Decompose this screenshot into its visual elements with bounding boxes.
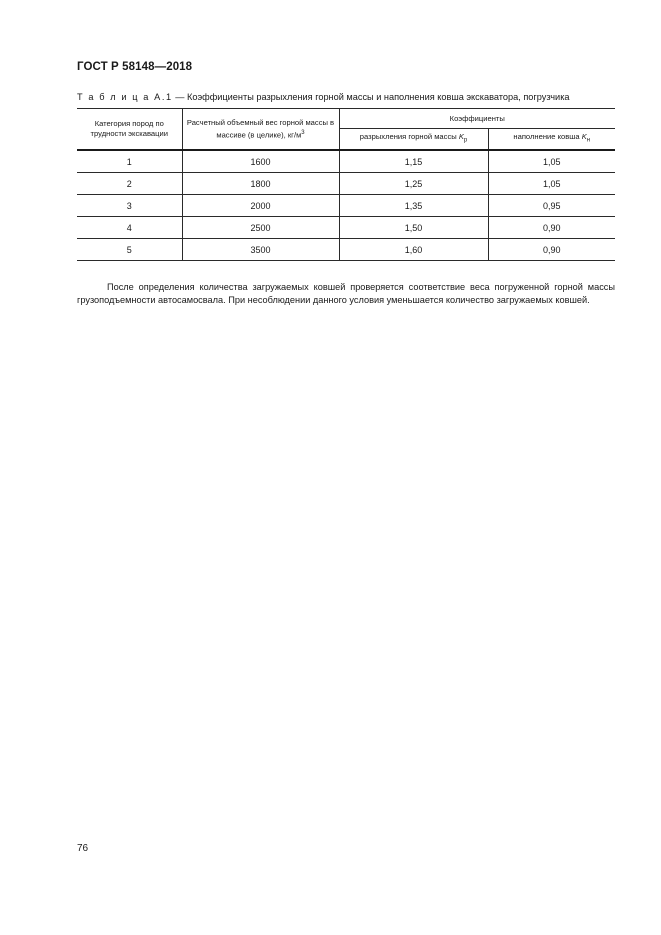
column-header-volume-weight	[182, 109, 339, 151]
cell-bucket-fill: 1,05	[488, 173, 615, 195]
cell-bucket-fill: 1,05	[488, 150, 615, 173]
column-header-bucket-fill-text: наполнение ковша	[513, 132, 582, 142]
cell-loosening: 1,15	[339, 150, 488, 173]
bucket-fill-symbol: K	[581, 132, 587, 142]
table-caption	[77, 92, 570, 102]
cell-category: 3	[77, 195, 182, 217]
cell-bucket-fill: 0,90	[488, 239, 615, 261]
table-caption-text: — Коэффициенты разрыхления горной массы и наполнения ковша экскаватора, погрузчика	[172, 92, 570, 102]
coefficients-table	[77, 108, 615, 261]
cell-volume-weight: 2500	[182, 217, 339, 239]
document-header: ГОСТ Р 58148—2018	[77, 61, 193, 73]
loosening-subscript: р	[463, 137, 468, 144]
table-row	[77, 239, 615, 261]
cell-volume-weight: 2000	[182, 195, 339, 217]
cell-loosening: 1,60	[339, 239, 488, 261]
cell-category: 4	[77, 217, 182, 239]
cell-category: 2	[77, 173, 182, 195]
table-caption-label: Т а б л и ц а А.1	[77, 92, 173, 102]
cell-volume-weight: 1600	[182, 150, 339, 173]
cell-bucket-fill: 0,90	[488, 217, 615, 239]
cell-category: 5	[77, 239, 182, 261]
body-paragraph: После определения количества загружаемых ковшей проверяется соответствие веса погруженной горной массы грузоподъемности автосамосвала. При несоблюдении данного условия уменьшается количество загружаемых ковшей.	[77, 282, 615, 306]
cell-volume-weight: 3500	[182, 239, 339, 261]
column-header-volume-weight-text: Расчетный объемный вес горной массы в массиве (в целике), кг/м	[186, 117, 335, 140]
cell-category: 1	[77, 150, 182, 173]
page-number: 76	[77, 843, 89, 854]
cell-loosening: 1,25	[339, 173, 488, 195]
column-group-coefficients: Коэффициенты	[339, 109, 615, 129]
table-row	[77, 195, 615, 217]
column-header-loosening	[339, 129, 488, 151]
column-header-bucket-fill	[488, 129, 615, 151]
table-row	[77, 217, 615, 239]
cell-loosening: 1,35	[339, 195, 488, 217]
cell-bucket-fill: 0,95	[488, 195, 615, 217]
cell-loosening: 1,50	[339, 217, 488, 239]
column-header-loosening-text: разрыхления горной массы	[359, 132, 459, 142]
column-header-category: Категория пород по трудности экскавации	[77, 109, 182, 151]
table-row	[77, 173, 615, 195]
bucket-fill-subscript: н	[586, 137, 591, 144]
cell-volume-weight: 1800	[182, 173, 339, 195]
unit-superscript: 3	[301, 129, 305, 136]
table-row	[77, 150, 615, 173]
loosening-symbol: K	[458, 132, 464, 142]
